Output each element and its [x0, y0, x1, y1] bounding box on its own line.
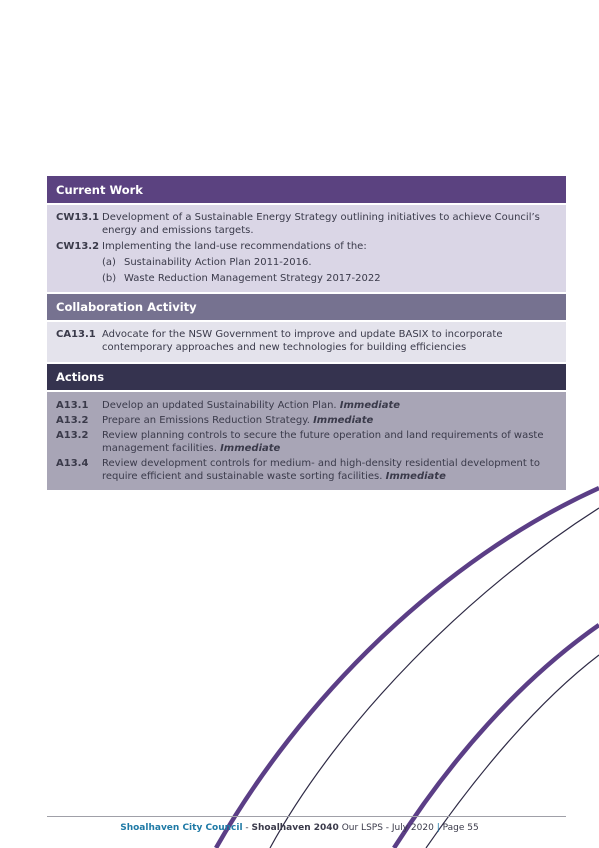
- item-text: [102, 457, 557, 483]
- collaboration-heading: Collaboration Activity: [47, 294, 566, 320]
- decorative-curve-thin-1: [270, 508, 599, 848]
- action-text: Develop an updated Sustainability Action Plan.: [102, 400, 337, 411]
- footer-council: Shoalhaven City Council: [120, 823, 243, 833]
- action-text: Review planning controls to secure the future operation and land requirements of waste management facilities.: [102, 430, 544, 454]
- footer-separator: |: [436, 823, 440, 833]
- collaboration-body: [47, 322, 566, 362]
- list-item: [56, 414, 557, 427]
- item-code: CW13.2: [56, 241, 100, 252]
- sub-list-item: [102, 272, 557, 285]
- sub-item-text: Waste Reduction Management Strategy 2017-2022: [124, 273, 381, 284]
- list-item: [56, 328, 557, 354]
- item-text: Development of a Sustainable Energy Strategy outlining initiatives to achieve Council’s energy and emissions targets.: [102, 212, 540, 236]
- actions-body: [47, 392, 566, 490]
- action-text: Review development controls for medium- and high-density residential development to require efficient and sustainable waste sorting facilities.: [102, 458, 540, 482]
- item-code: A13.2: [56, 430, 89, 441]
- list-item: [56, 399, 557, 412]
- action-text: Prepare an Emissions Reduction Strategy.: [102, 415, 310, 426]
- immediate-label: Immediate: [385, 471, 446, 482]
- item-text: Implementing the land-use recommendations of the:: [102, 241, 367, 252]
- immediate-label: Immediate: [313, 415, 374, 426]
- decorative-curve-thin-2: [426, 655, 599, 848]
- list-item: [56, 240, 557, 253]
- item-code: A13.2: [56, 415, 89, 426]
- item-text: [102, 399, 557, 412]
- item-code: CW13.1: [56, 212, 100, 223]
- sub-item-mark: (b): [102, 273, 117, 284]
- item-code: CA13.1: [56, 329, 96, 340]
- item-text: Advocate for the NSW Government to improve and update BASIX to incorporate contemporary approaches and new technologies for building efficiencies: [102, 329, 503, 353]
- list-item: [56, 211, 557, 237]
- sub-item-text: Sustainability Action Plan 2011-2016.: [124, 257, 312, 268]
- list-item: [56, 457, 557, 483]
- current-work-body: [47, 205, 566, 292]
- footer-divider: [47, 816, 566, 817]
- item-text: [102, 414, 557, 427]
- item-code: A13.1: [56, 400, 89, 411]
- sub-item-mark: (a): [102, 257, 116, 268]
- footer-page-number: Page 55: [442, 823, 479, 833]
- footer-subtitle: Our LSPS - July 2020: [341, 823, 434, 833]
- sub-list-item: [102, 256, 557, 269]
- item-text: [102, 429, 557, 455]
- decorative-curve-thick-2: [394, 625, 599, 848]
- strategy-table: [47, 176, 566, 490]
- footer-dash: -: [242, 823, 252, 833]
- current-work-heading: Current Work: [47, 176, 566, 203]
- immediate-label: Immediate: [339, 400, 401, 411]
- page-footer: [0, 823, 599, 833]
- immediate-label: Immediate: [220, 443, 281, 454]
- item-code: A13.4: [56, 458, 89, 469]
- footer-title: Shoalhaven 2040: [251, 823, 339, 833]
- list-item: [56, 429, 557, 455]
- actions-heading: Actions: [47, 364, 566, 390]
